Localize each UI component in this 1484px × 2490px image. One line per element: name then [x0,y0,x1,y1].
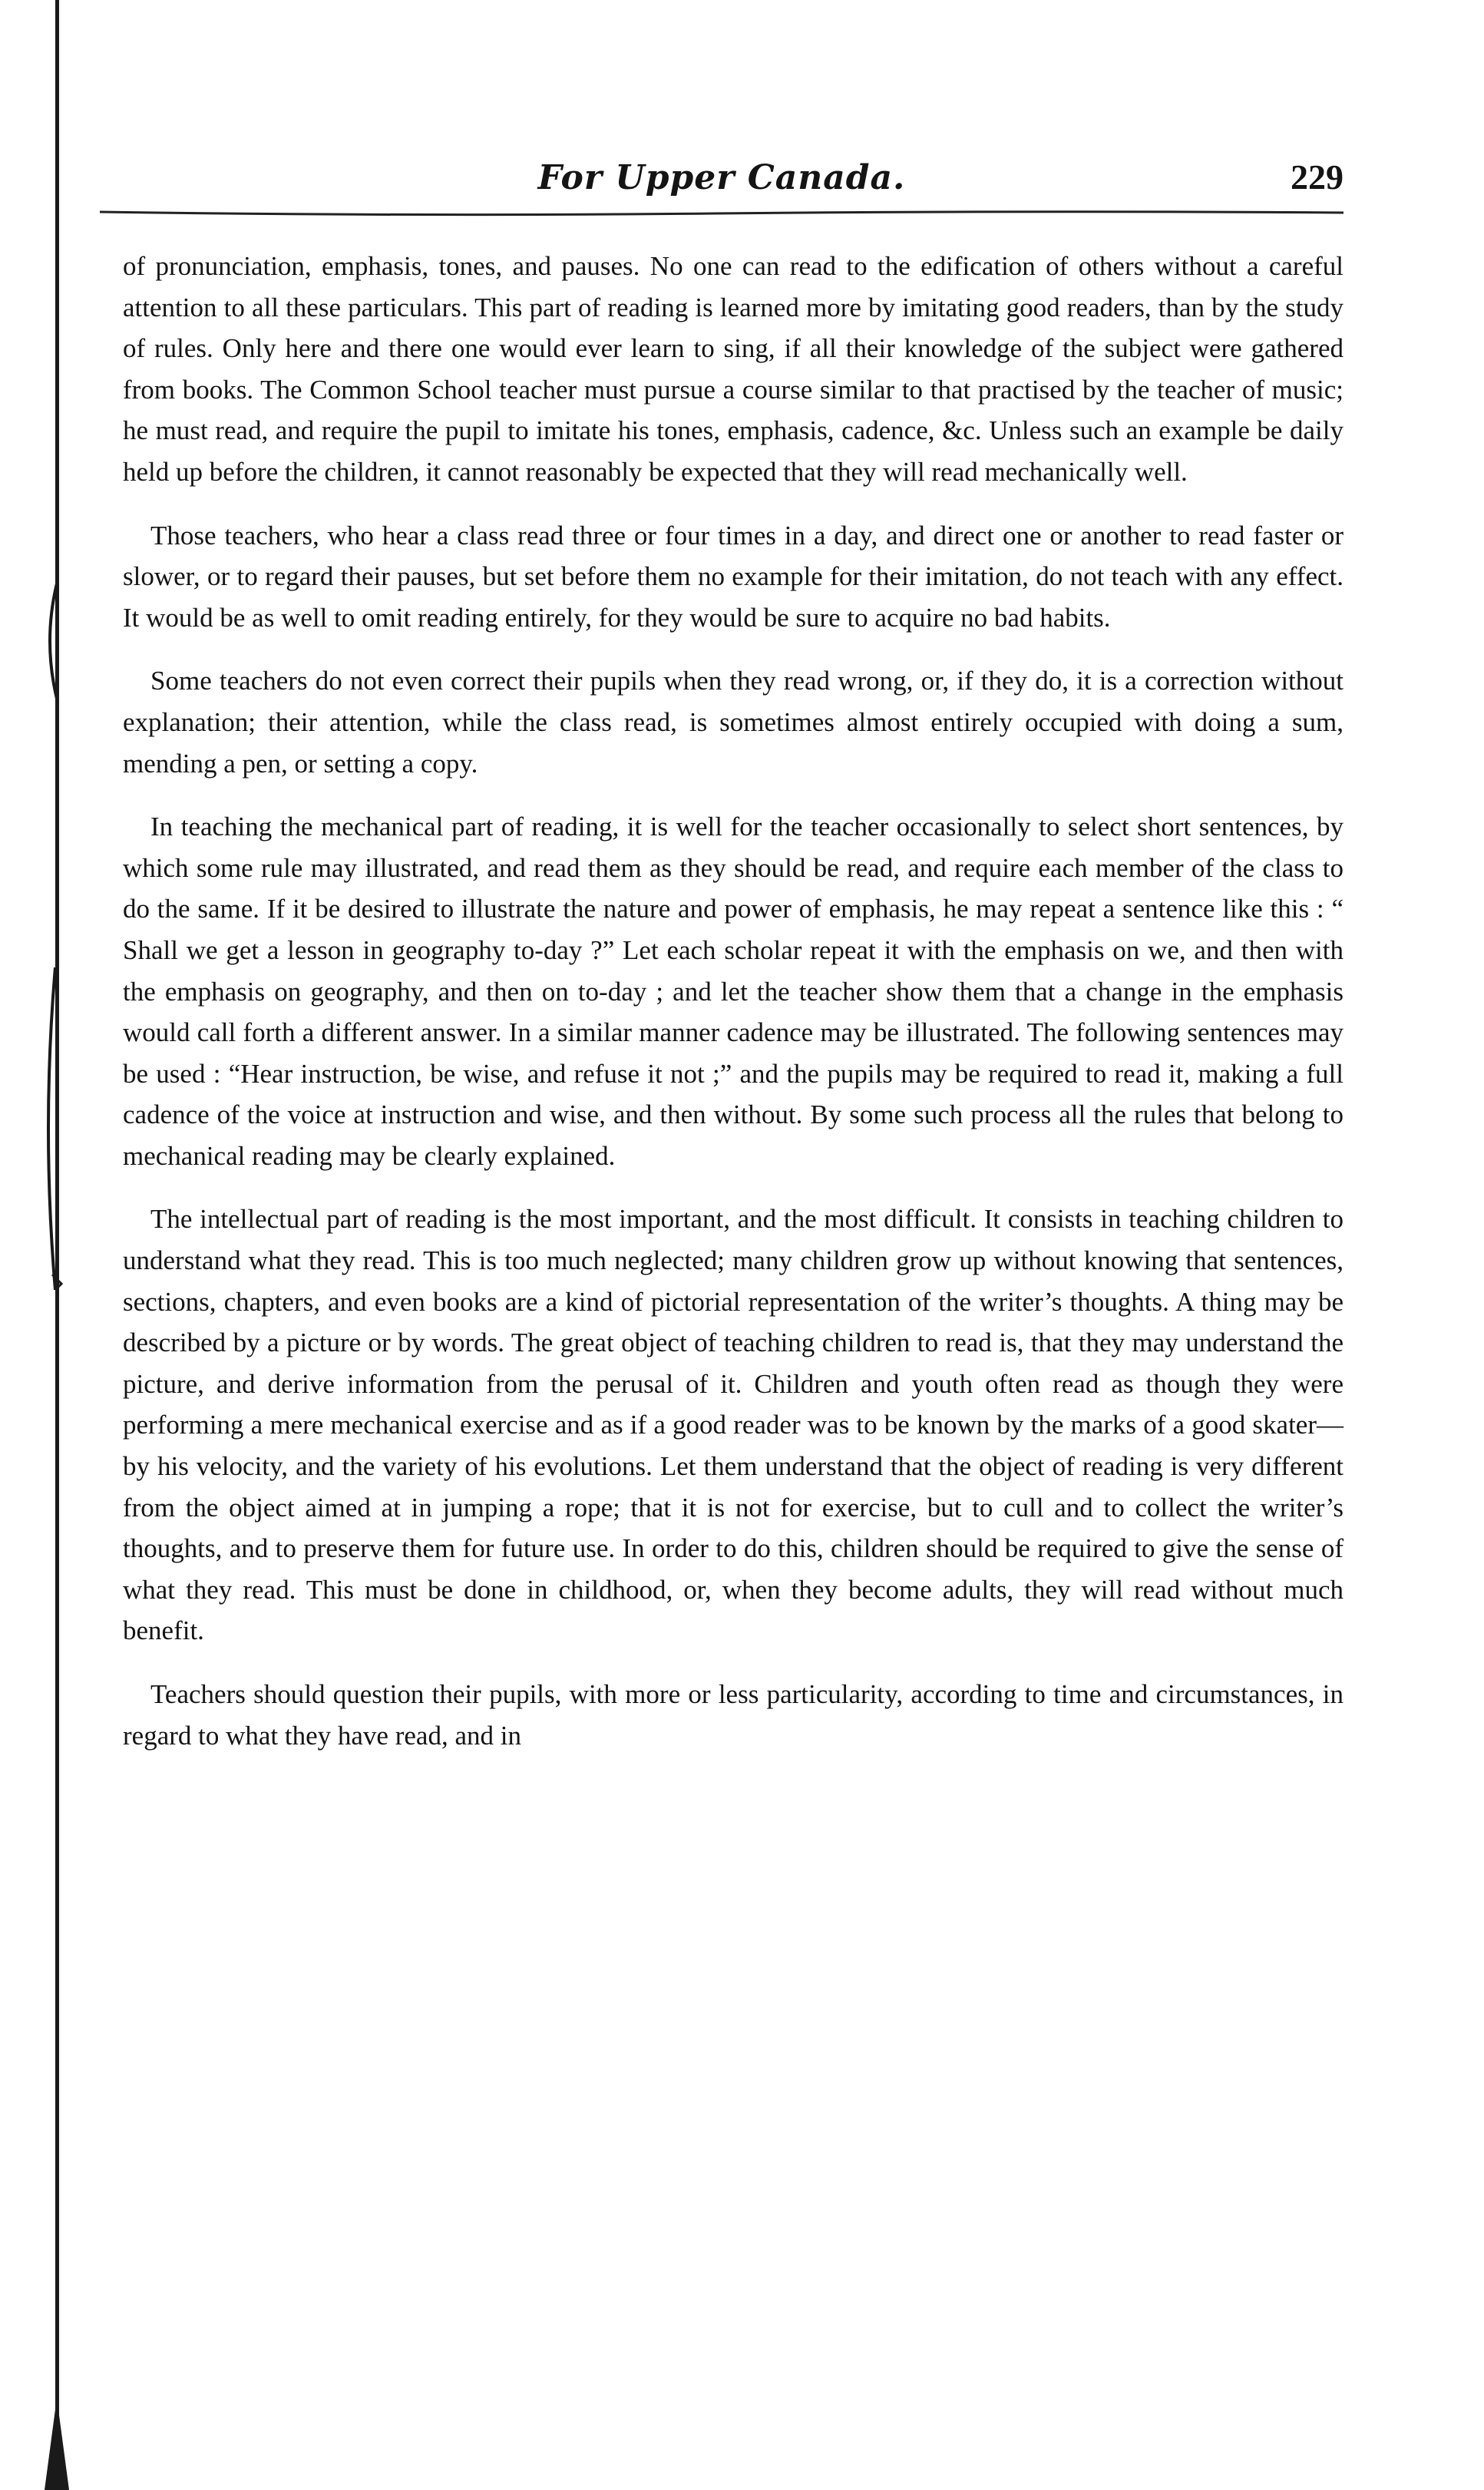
running-head: For Upper Canada. [537,158,906,197]
paragraph: The intellectual part of reading is the most important, and the most difficult. It consists in teaching children to understand what they read. This is too much neglected; many children grow up without knowing that sentences, sections, chapters, and even books are a kind of pictorial representation of the writer’s thoughts. A thing may be described by a picture or by words. The great object of teaching children to read is, that they may understand the picture, and derive information from the perusal of it. Children and youth often read as though they were performing a mere mechanical exercise and as if a good reader was to be known by the marks of a good skater—by his velocity, and the variety of his evolutions. Let them understand that the object of reading is very different from the object aimed at in jumping a rope; that it is not for exercise, but to cull and to collect the writer’s thoughts, and to preserve them for future use. In order to do this, children should be required to give the sense of what they read. This must be done in childhood, or, when they become adults, they will read without much benefit. [123,1204,1344,1646]
paragraph: of pronunciation, emphasis, tones, and pauses. No one can read to the edification of others without a careful attention to all these particulars. This part of reading is learned more by imitating good readers, than by the study of rules. Only here and there one would ever learn to sing, if all their knowledge of the subject were gathered from books. The Common School teacher must pursue a course similar to that practised by the teacher of music; he must read, and require the pupil to imitate his tones, emphasis, cadence, &c. Unless such an example be daily held up before the children, it cannot reasonably be expected that they will read mechanically well. [123,251,1344,487]
paragraph: Some teachers do not even correct their pupils when they read wrong, or, if they do, it is a correction without explanation; their attention, while the class read, is sometimes almost entirely occupied with doing a sum, mending a pen, or setting a copy. [123,666,1344,779]
page-header [100,154,1344,207]
header-rule [100,209,1344,218]
binding-corner-mark [38,2398,75,2490]
page-number: 229 [1291,157,1344,197]
paragraph: In teaching the mechanical part of reading, it is well for the teacher occasionally to select short sentences, by which some rule may illustrated, and read them as they should be read, and require each member of the class to do the same. If it be desired to illustrate the nature and power of emphasis, he may repeat a sentence like this : “ Shall we get a lesson in geography to-day ?” Let each scholar repeat it with the emphasis on we, and then with the emphasis on geography, and then on to-day ; and let the teacher show them that a change in the emphasis would call forth a different answer. In a similar manner cadence may be illustrated. The following sentences may be used : “Hear instruction, be wise, and refuse it not ;” and the pupils may be required to read it, making a full cadence of the voice at instruction and wise, and then without. By some such process all the rules that belong to mechanical reading may be clearly explained. [123,812,1344,1171]
paragraph: Teachers should question their pupils, with more or less particularity, according to time and circumstances, in regard to what they have read, and in [123,1679,1344,1751]
margin-bracket-mark [40,584,63,699]
paragraph: Those teachers, who hear a class read three or four times in a day, and direct one or another to read faster or slower, or to regard their pauses, but set before them no example for their imitation, do not teach with any effect. It would be as well to omit reading entirely, for they would be sure to acquire no bad habits. [123,520,1344,633]
margin-bracket-mark [40,967,63,1290]
body-text [123,246,1344,1778]
